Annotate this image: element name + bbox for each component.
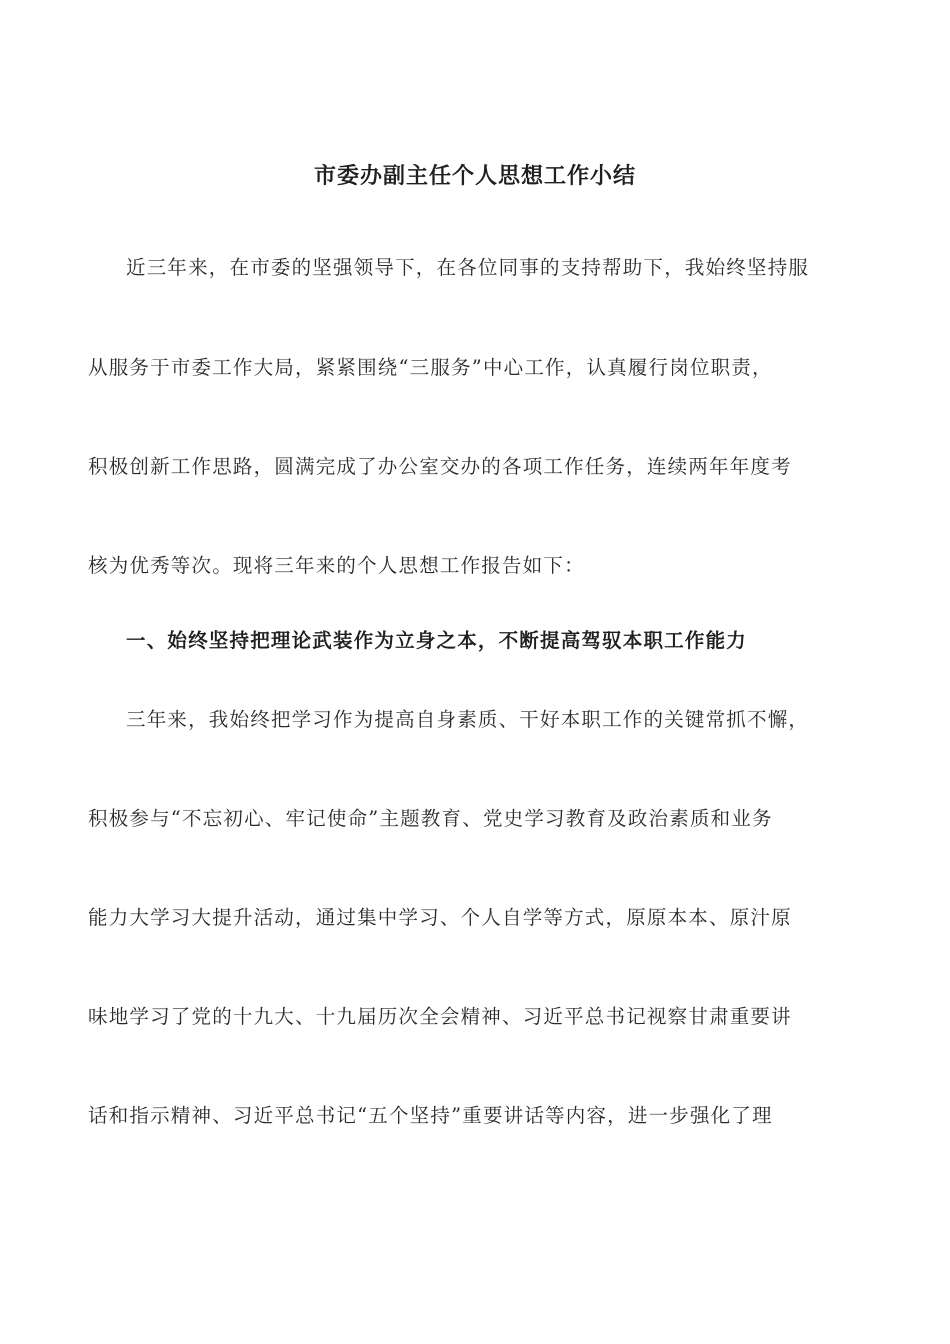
paragraph-2-line-5: 话和指示精神、习近平总书记“五个坚持”重要讲话等内容，进一步强化了理 <box>88 1104 773 1127</box>
paragraph-1-line-1: 近三年来，在市委的坚强领导下，在各位同事的支持帮助下，我始终坚持服 <box>126 256 810 279</box>
paragraph-1-line-4: 核为优秀等次。现将三年来的个人思想工作报告如下： <box>88 554 585 577</box>
section-1-heading: 一、始终坚持把理论武装作为立身之本，不断提高驾驭本职工作能力 <box>126 629 748 652</box>
document-title: 市委办副主任个人思想工作小结 <box>313 163 636 189</box>
paragraph-1-line-2: 从服务于市委工作大局，紧紧围绕“三服务”中心工作，认真履行岗位职责， <box>88 356 773 379</box>
paragraph-1-line-3: 积极创新工作思路，圆满完成了办公室交办的各项工作任务，连续两年年度考 <box>88 455 792 478</box>
paragraph-2-line-1: 三年来，我始终把学习作为提高自身素质、干好本职工作的关键常抓不懈， <box>126 708 810 731</box>
paragraph-2-line-2: 积极参与“不忘初心、牢记使命”主题教育、党史学习教育及政治素质和业务 <box>88 807 773 830</box>
paragraph-2-line-4: 味地学习了党的十九大、十九届历次全会精神、习近平总书记视察甘肃重要讲 <box>88 1005 792 1028</box>
paragraph-2-line-3: 能力大学习大提升活动，通过集中学习、个人自学等方式，原原本本、原汁原 <box>88 906 792 929</box>
